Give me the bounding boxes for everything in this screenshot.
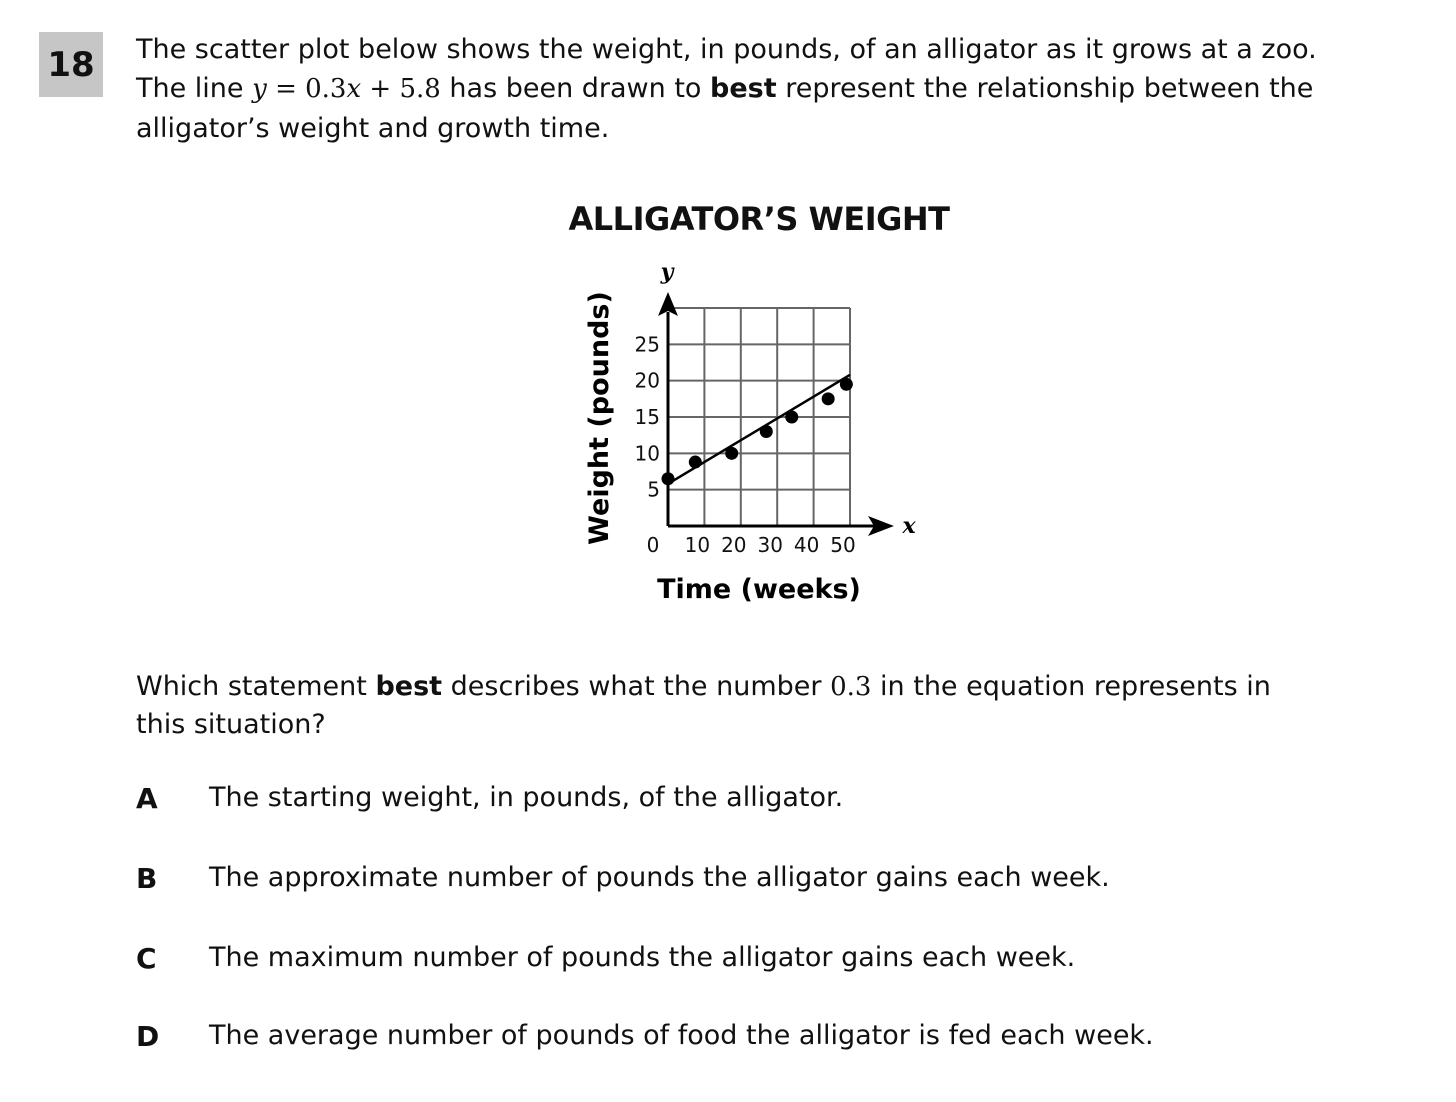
equation-eq: = 0.3 [266, 74, 347, 104]
x-tick-labels [647, 533, 856, 557]
data-point [725, 447, 738, 460]
svg-text:10: 10 [684, 533, 711, 557]
svg-text:5: 5 [647, 477, 660, 502]
answer-option-c[interactable] [136, 942, 1075, 975]
option-letter: C [136, 942, 157, 975]
x-axis-label: Time (weeks) [657, 574, 861, 605]
data-point [840, 378, 853, 391]
answer-option-a[interactable] [136, 782, 843, 815]
data-point [662, 472, 675, 485]
data-point [822, 392, 835, 405]
stem-text: The line [136, 73, 253, 104]
option-text: The maximum number of pounds the alligator gains each week. [209, 942, 1076, 973]
answer-option-d[interactable] [136, 1020, 1154, 1053]
stem-bold: best [710, 73, 777, 104]
svg-text:15: 15 [634, 405, 660, 429]
equation-rest: + 5.8 [361, 74, 441, 104]
stem-line1: The scatter plot below shows the weight, in pounds, of an alligator as it grows at a zoo. [136, 34, 1317, 65]
prompt-text: Which statement [136, 671, 376, 702]
svg-text:25: 25 [634, 332, 660, 357]
question-number: 18 [39, 32, 103, 97]
data-point [760, 425, 773, 438]
option-text: The approximate number of pounds the alligator gains each week. [209, 862, 1110, 893]
data-point [785, 411, 798, 424]
question-prompt [136, 668, 1316, 744]
svg-text:0: 0 [646, 533, 660, 557]
option-text: The average number of pounds of food the alligator is fed each week. [209, 1020, 1154, 1051]
answer-option-b[interactable] [136, 862, 1110, 895]
y-axis-label: Weight (pounds) [584, 291, 615, 545]
option-letter: A [136, 782, 158, 815]
svg-text:20: 20 [634, 368, 660, 393]
svg-text:10: 10 [634, 441, 660, 466]
x-axis-var: x [902, 513, 916, 539]
svg-text:50: 50 [830, 533, 856, 557]
prompt-number: 0.3 [830, 672, 872, 702]
prompt-text: in the equation represents in this situation? [136, 671, 1271, 740]
equation [252, 74, 441, 104]
equation-y: y [252, 74, 267, 104]
chart-title: ALLIGATOR’S WEIGHT [568, 200, 950, 238]
svg-text:20: 20 [721, 533, 747, 557]
option-text: The starting weight, in pounds, of the alligator. [209, 782, 844, 813]
svg-text:40: 40 [793, 533, 820, 557]
scatter-plot [560, 250, 940, 610]
option-letter: D [136, 1020, 160, 1053]
question-stem [136, 30, 1396, 148]
y-axis-var: y [660, 259, 674, 285]
option-letter: B [136, 862, 158, 895]
prompt-text: describes what the number [442, 671, 831, 702]
svg-text:30: 30 [757, 533, 783, 557]
grid-lines [668, 308, 850, 526]
prompt-bold: best [375, 671, 443, 702]
stem-text: represent the relationship between the alligator’s weight and growth time. [136, 73, 1314, 144]
stem-text: has been drawn to [440, 73, 711, 104]
equation-x: x [346, 74, 362, 104]
data-point [689, 456, 702, 469]
y-tick-labels [635, 332, 660, 501]
